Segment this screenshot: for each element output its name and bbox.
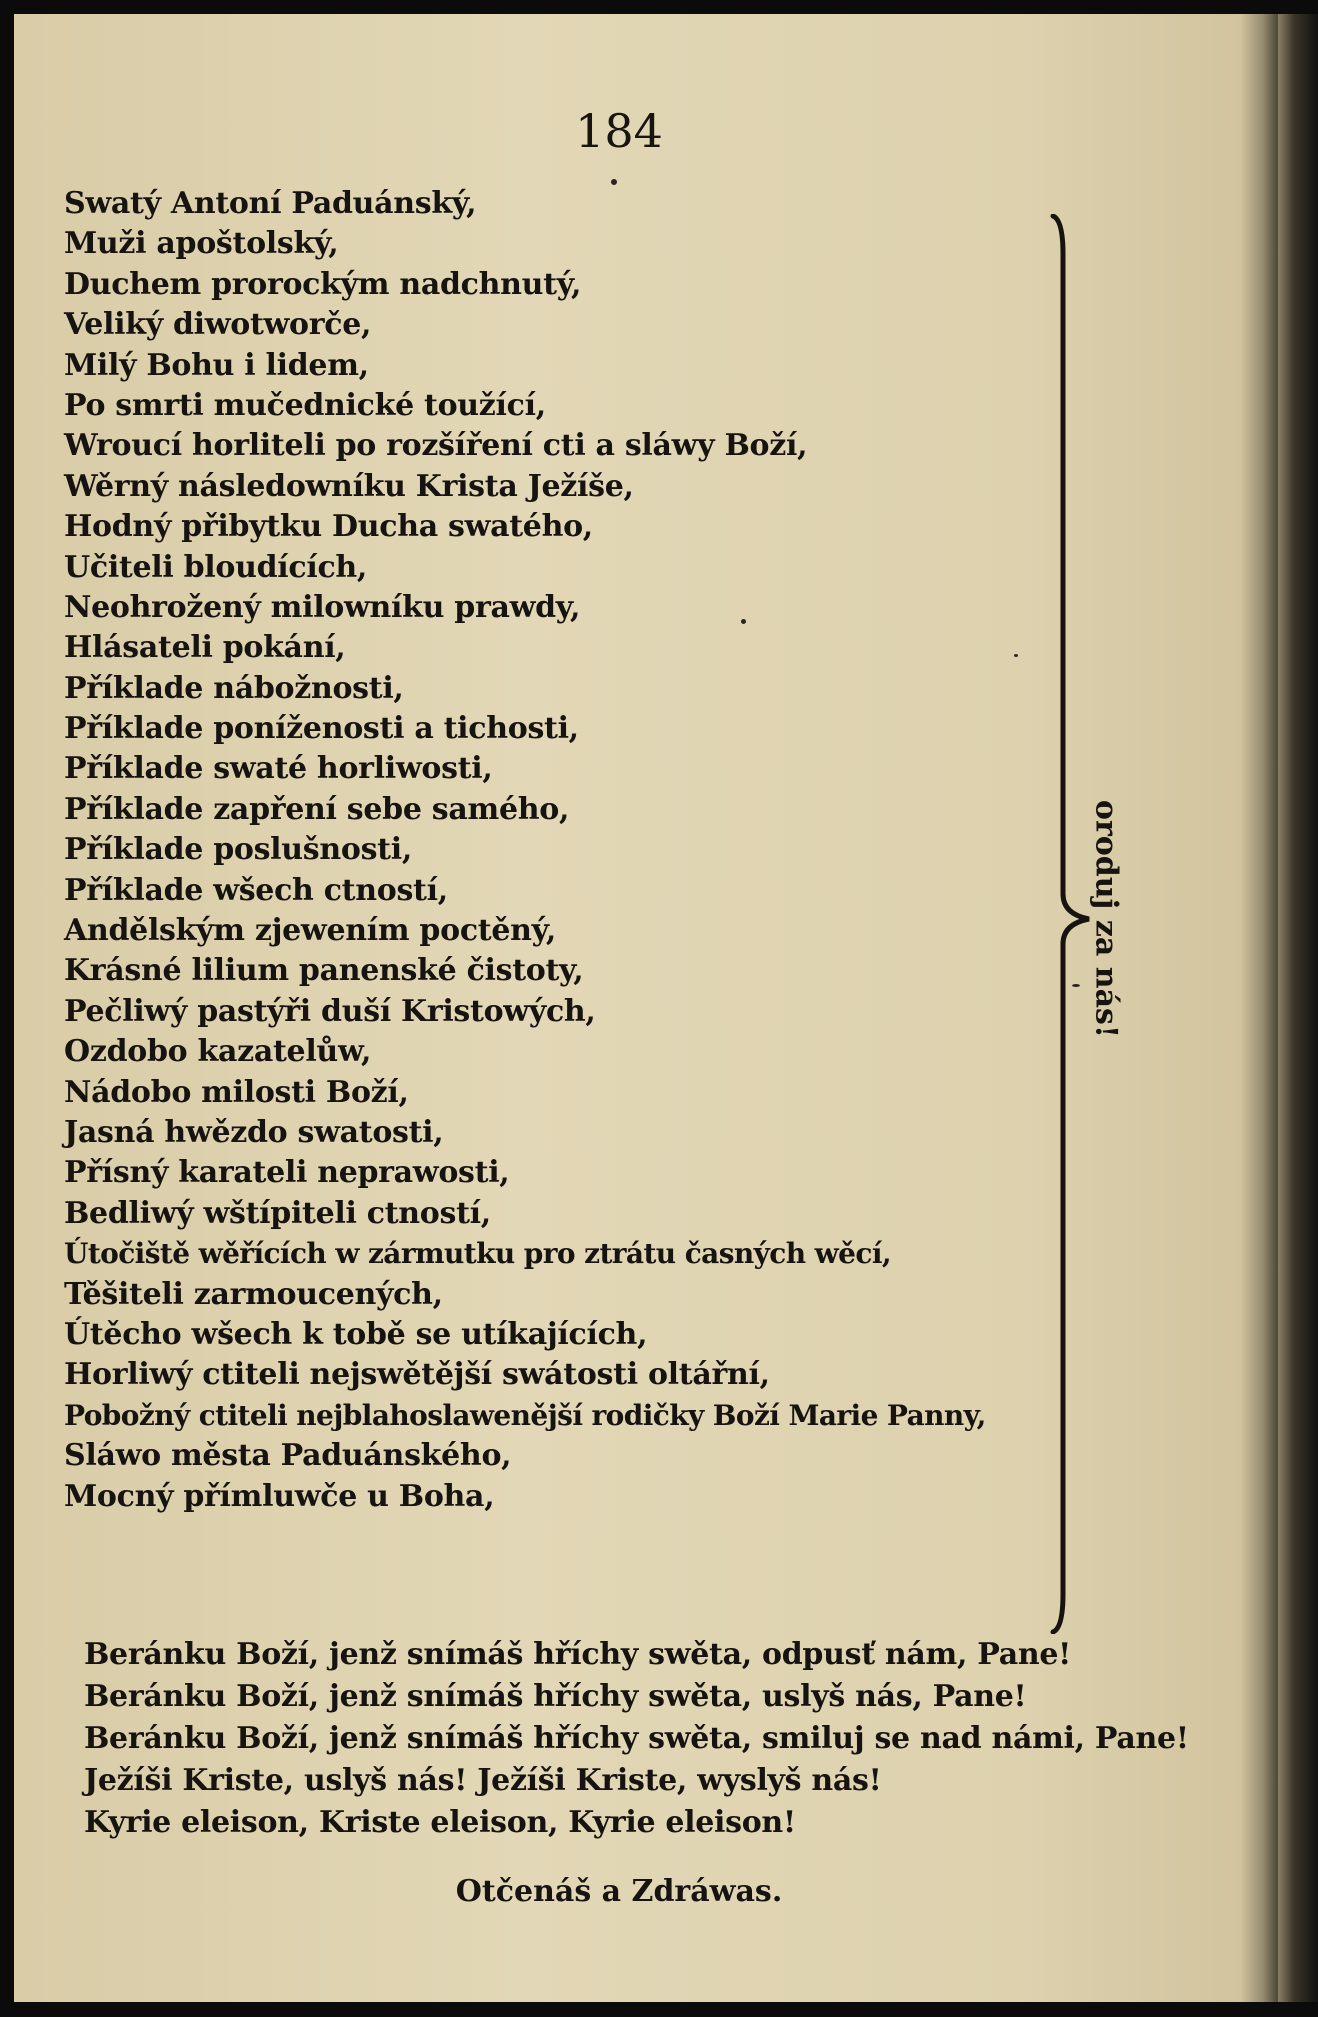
page-number: 184 (575, 104, 663, 158)
litany-line: Krásné lilium panenské čistoty, (64, 953, 584, 989)
litany-line: Duchem prorockým nadchnutý, (64, 266, 582, 302)
closing-line: Beránku Boží, jenž snímáš hříchy swěta, uslyš nás, Pane! (84, 1679, 1027, 1714)
closing-line: Ježíši Kriste, uslyš nás! Ježíši Kriste, wyslyš nás! (84, 1763, 882, 1798)
litany-line: Ozdobo kazatelůw, (64, 1034, 372, 1070)
litany-line: Útěcho wšech k tobě se utíkajících, (64, 1316, 648, 1352)
litany-line: Wěrný následowníku Krista Ježíše, (64, 468, 634, 504)
litany-line: Hlásateli pokání, (64, 630, 346, 666)
closing-invocations (84, 1634, 1189, 1844)
litany-line: Příklade zapření sebe samého, (64, 791, 570, 827)
litany-list (64, 184, 986, 1517)
litany-line: Příklade nábožnosti, (64, 670, 404, 706)
litany-line: Příklade poslušnosti, (64, 832, 412, 868)
litany-line: Neohrožený milowníku prawdy, (64, 589, 581, 625)
adjacent-page-edge (1278, 14, 1318, 2002)
litany-line: Učiteli bloudících, (64, 549, 368, 585)
litany-line: Muži apoštolský, (64, 226, 339, 262)
litany-line: Swatý Antoní Paduánský, (64, 186, 477, 221)
litany-line: Sláwo města Paduánského, (64, 1438, 512, 1474)
print-speck (1014, 654, 1018, 657)
litany-line: Po smrti mučednické toužící, (64, 387, 546, 423)
prayer-note: Otčenáš a Zdráwas. (455, 1874, 783, 1909)
litany-line: Andělským zjewením poctěný, (64, 913, 557, 949)
litany-line: Wroucí horliteli po rozšíření cti a sláwy Boží, (64, 428, 808, 464)
litany-line: Horliwý ctiteli nejswětější swátosti oltářní, (64, 1357, 770, 1393)
closing-line: Beránku Boží, jenž snímáš hříchy swěta, odpusť nám, Pane! (84, 1637, 1072, 1672)
litany-line: Přísný karateli neprawosti, (64, 1155, 510, 1191)
litany-line: Hodný přibytku Ducha swatého, (64, 509, 593, 545)
litany-line: Milý Bohu i lidem, (64, 347, 369, 383)
response-text: oroduj za nás! (1088, 799, 1124, 1039)
litany-line: Nádobo milosti Boží, (64, 1074, 409, 1110)
spine-shadow (1240, 14, 1278, 2002)
book-page (14, 14, 1278, 2002)
litany-line: Útočiště wěřících w zármutku pro ztrátu časných wěcí, (64, 1237, 891, 1271)
litany-line: Těšiteli zarmoucených, (64, 1276, 443, 1312)
closing-line: Kyrie eleison, Kriste eleison, Kyrie eleison! (84, 1805, 796, 1840)
litany-line: Příklade wšech ctností, (64, 872, 448, 908)
closing-line: Beránku Boží, jenž snímáš hříchy swěta, smiluj se nad námi, Pane! (84, 1721, 1189, 1756)
litany-line: Veliký diwotworče, (64, 307, 372, 343)
print-speck (1072, 984, 1080, 987)
litany-line: Příklade poníženosti a tichosti, (64, 711, 579, 747)
litany-line: Bedliwý wštípiteli ctností, (64, 1195, 491, 1231)
print-speck (741, 619, 746, 624)
litany-line: Pečliwý pastýři duší Kristowých, (64, 993, 596, 1029)
litany-line: Pobožný ctiteli nejblahoslawenější rodičky Boží Marie Panny, (64, 1398, 986, 1432)
print-speck (611, 179, 617, 185)
litany-line: Jasná hwězdo swatosti, (64, 1114, 444, 1150)
litany-line: Příklade swaté horliwosti, (64, 751, 493, 787)
litany-line: Mocný přímluwče u Boha, (64, 1478, 495, 1514)
